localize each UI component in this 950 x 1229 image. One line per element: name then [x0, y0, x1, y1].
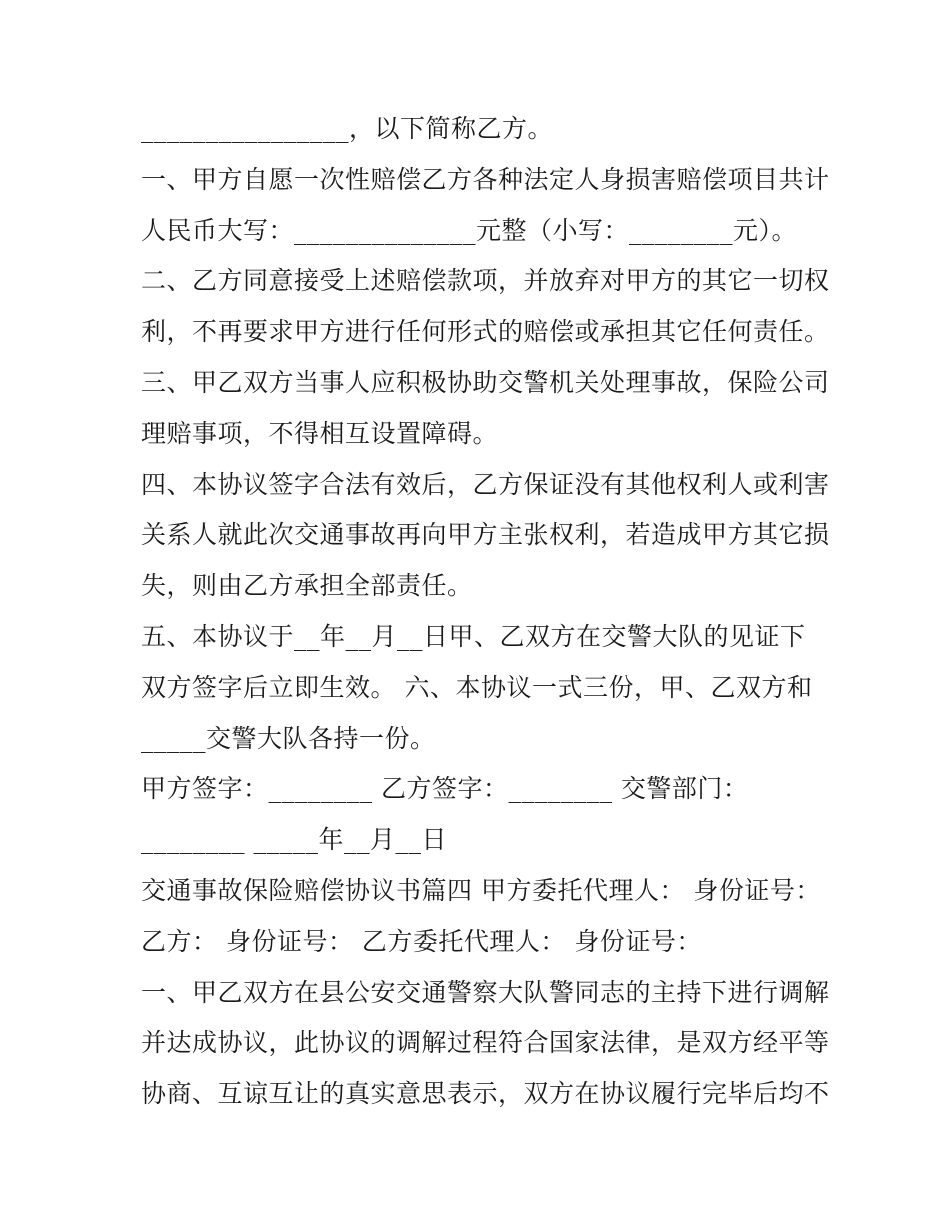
document-page — [141, 107, 830, 1123]
clause-3-line-2: 理赔事项，不得相互设置障碍。 — [141, 418, 499, 448]
signature-line: 甲方签字：________ 乙方签字：________ 交警部门： — [141, 774, 749, 804]
section-4-clause-1-line-2: 并达成协议，此协议的调解过程符合国家法律，是双方经平等 — [141, 1028, 830, 1058]
clause-4-line-2: 关系人就此次交通事故再向甲方主张权利，若造成甲方其它损 — [141, 520, 830, 550]
clause-4-line-1: 四、本协议签字合法有效后，乙方保证没有其他权利人或利害 — [141, 469, 830, 499]
party-b-designation: ________________，以下简称乙方。 — [141, 114, 554, 143]
party-info-line: 乙方： 身份证号： 乙方委托代理人： 身份证号： — [141, 926, 702, 956]
clause-1-amount-line: 人民币大写：______________元整（小写：________元）。 — [141, 215, 798, 245]
section-4-clause-1-line-1: 一、甲乙双方在县公安交通警察大队警同志的主持下进行调解 — [141, 977, 830, 1007]
clause-2-line-1: 二、乙方同意接受上述赔偿款项，并放弃对甲方的其它一切权 — [141, 266, 830, 296]
signature-date-line: ________ _____年__月__日 — [141, 825, 447, 855]
clause-5-6-line: 双方签字后立即生效。 六、本协议一式三份，甲、乙双方和 — [141, 672, 813, 702]
clause-6-line-2: _____交警大队各持一份。 — [141, 723, 436, 753]
section-4-clause-1-line-3: 协商、互谅互让的真实意思表示，双方在协议履行完毕后均不 — [141, 1079, 830, 1109]
section-4-heading: 交通事故保险赔偿协议书篇四 甲方委托代理人： 身份证号： — [141, 875, 821, 905]
clause-1-line-1: 一、甲方自愿一次性赔偿乙方各种法定人身损害赔偿项目共计 — [141, 164, 830, 194]
clause-2-line-2: 利，不再要求甲方进行任何形式的赔偿或承担其它任何责任。 — [141, 317, 830, 347]
clause-5-line-1: 五、本协议于__年__月__日甲、乙双方在交警大队的见证下 — [141, 621, 806, 651]
clause-3-line-1: 三、甲乙双方当事人应积极协助交警机关处理事故，保险公司 — [141, 367, 830, 397]
clause-4-line-3: 失，则由乙方承担全部责任。 — [141, 571, 473, 601]
